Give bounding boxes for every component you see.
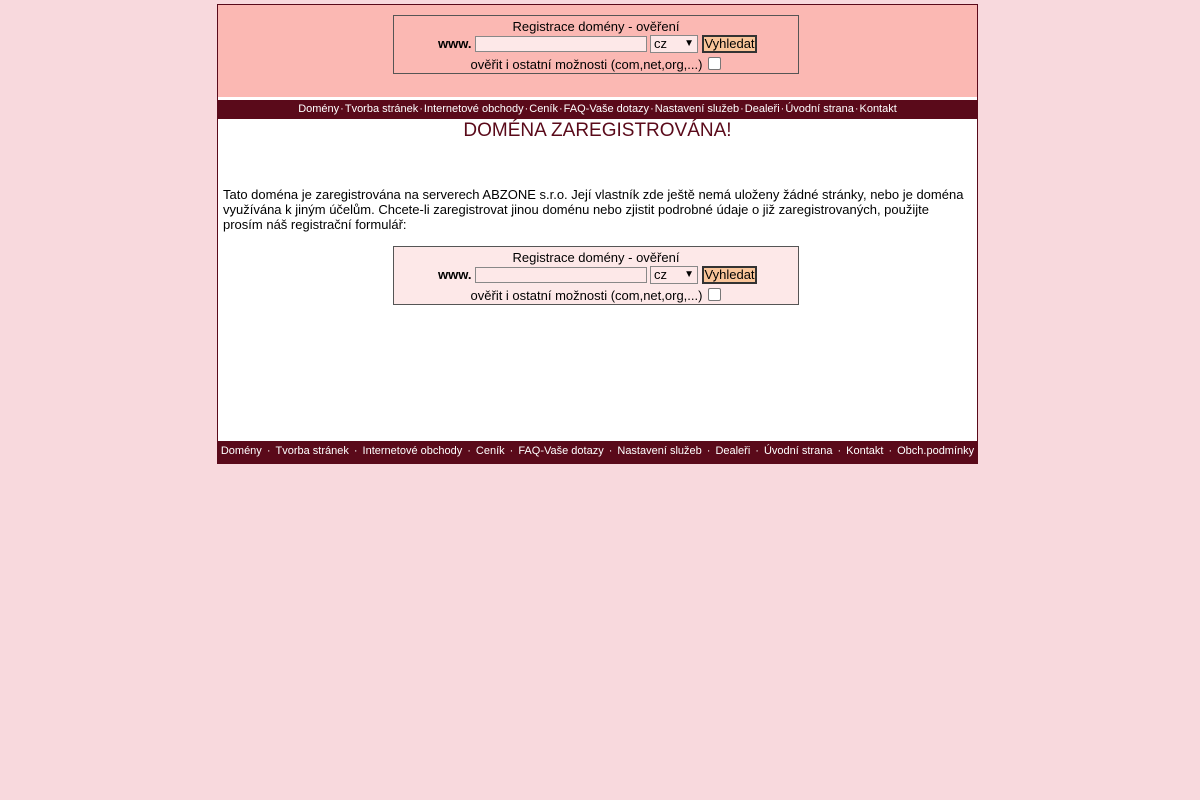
nav-separator: · <box>419 103 423 115</box>
other-options-row <box>394 288 798 303</box>
nav-separator: · <box>559 103 563 115</box>
other-options-checkbox[interactable] <box>708 57 721 70</box>
nav-separator: · <box>837 445 842 457</box>
search-button[interactable]: Vyhledat <box>702 266 757 284</box>
top-navigation <box>218 100 977 119</box>
nav-link[interactable]: Internetové obchody <box>362 445 463 457</box>
nav-separator: · <box>706 445 711 457</box>
nav-separator: · <box>740 103 744 115</box>
nav-separator: · <box>353 445 358 457</box>
other-options-label: ověřit i ostatní možnosti (com,net,org,...) <box>470 57 703 72</box>
nav-separator: · <box>650 103 654 115</box>
nav-link[interactable]: Internetové obchody <box>423 103 524 115</box>
bottom-navigation <box>218 441 977 463</box>
registration-form-title: Registrace domény - ověření <box>512 19 680 34</box>
domain-registration-form-content <box>393 246 799 305</box>
nav-link[interactable]: Domény <box>298 103 340 115</box>
tld-selected-value: cz <box>654 267 667 282</box>
nav-link[interactable]: Ceník <box>475 445 505 457</box>
other-options-row <box>394 57 798 72</box>
nav-link[interactable]: Úvodní strana <box>785 103 854 115</box>
domain-input[interactable] <box>475 36 647 52</box>
nav-link[interactable]: Úvodní strana <box>763 445 833 457</box>
www-label: www. <box>438 267 472 282</box>
nav-link[interactable]: Dealeři <box>744 103 780 115</box>
tld-selected-value: cz <box>654 36 667 51</box>
search-button[interactable]: Vyhledat <box>702 35 757 53</box>
domain-registration-form-top <box>393 15 799 74</box>
main-content <box>218 119 977 441</box>
nav-separator: · <box>608 445 613 457</box>
nav-link[interactable]: FAQ-Vaše dotazy <box>518 445 604 457</box>
nav-separator: · <box>509 445 514 457</box>
www-label: www. <box>438 36 472 51</box>
page-title: DOMÉNA ZAREGISTROVÁNA! <box>463 120 732 141</box>
nav-separator: · <box>888 445 893 457</box>
nav-link[interactable]: Kontakt <box>846 445 884 457</box>
other-options-checkbox[interactable] <box>708 288 721 301</box>
other-options-label: ověřit i ostatní možnosti (com,net,org,...) <box>470 288 703 303</box>
nav-separator: · <box>266 445 271 457</box>
nav-link[interactable]: Dealeři <box>715 445 751 457</box>
info-text: Tato doména je zaregistrována na serverech ABZONE s.r.o. Její vlastník zde ještě nemá uloženy žádné stránky, nebo je doména využívána k jiným účelům. Chcete-li zaregistrovat jinou doménu nebo zjistit podrobné údaje o již zaregistrovaných, použijte prosím náš registrační formulář: <box>223 187 964 232</box>
nav-link[interactable]: Ceník <box>529 103 558 115</box>
nav-link[interactable]: Nastavení služeb <box>654 103 740 115</box>
domain-input[interactable] <box>475 267 647 283</box>
nav-link[interactable]: Tvorba stránek <box>275 445 349 457</box>
chevron-down-icon: ▼ <box>684 38 694 49</box>
nav-separator: · <box>854 103 859 115</box>
nav-link[interactable]: Domény <box>220 445 262 457</box>
nav-link[interactable]: Nastavení služeb <box>617 445 702 457</box>
nav-separator: · <box>340 103 344 115</box>
header <box>218 5 977 98</box>
nav-separator: · <box>780 103 785 115</box>
nav-separator: · <box>467 445 471 457</box>
page-container <box>217 4 978 464</box>
registration-form-title: Registrace domény - ověření <box>512 250 680 265</box>
nav-link[interactable]: Tvorba stránek <box>344 103 419 115</box>
chevron-down-icon: ▼ <box>684 269 694 280</box>
nav-link[interactable]: Obch.podmínky <box>897 445 975 457</box>
tld-select[interactable] <box>650 266 698 284</box>
nav-separator: · <box>524 103 529 115</box>
nav-separator: · <box>755 445 759 457</box>
nav-link[interactable]: Kontakt <box>859 103 897 115</box>
tld-select[interactable] <box>650 35 698 53</box>
nav-link[interactable]: FAQ-Vaše dotazy <box>563 103 650 115</box>
